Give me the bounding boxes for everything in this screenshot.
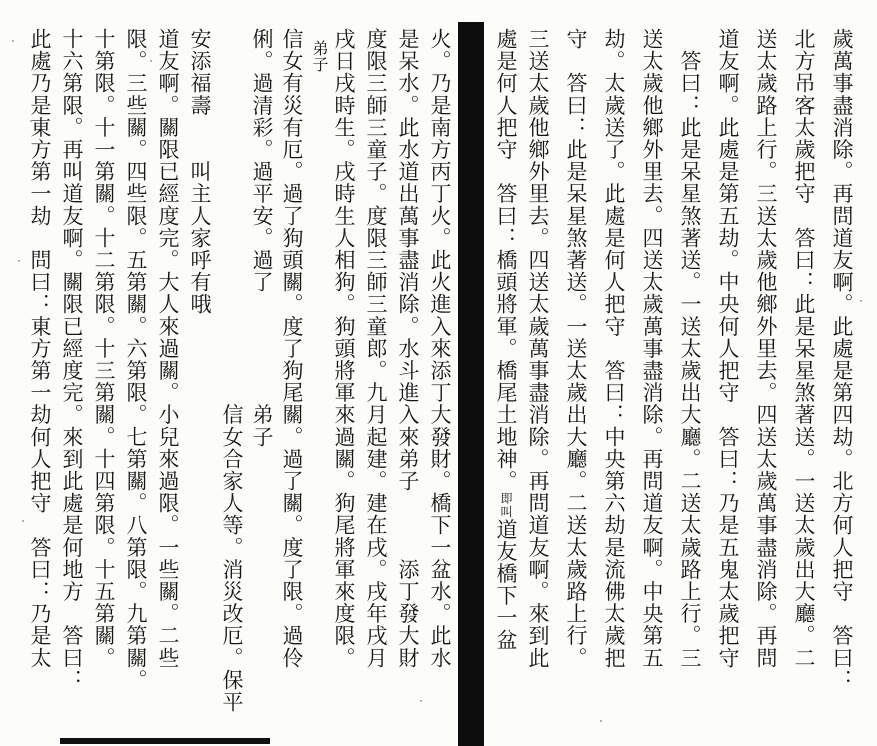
- left-page-column-3: 戌日戌時生。戌時生人相狗。狗頭將軍來過關。狗尾將軍來度限。: [332, 28, 356, 669]
- right-page-column-8: 守 答曰：此是呆星煞著送。一送太歲出大廳。二送太歲路上行。: [564, 28, 588, 669]
- left-page-column-5: 信女有災有厄。過了狗頭關。度了狗尾關。過了關。度了限。過伶: [280, 28, 304, 669]
- column-text: 處是何人把守 答曰：橋頭將軍。橋尾土地神。: [494, 28, 518, 493]
- right-page-column-5: 答曰：此是呆星煞著送。一送太歲出大廳。二送太歲路上行。三: [678, 28, 702, 669]
- left-page-column-9: 道友啊。關限已經度完。大人來過關。小兒來過限。一些關。二些: [156, 28, 180, 669]
- right-page-column-3: 送太歲路上行。三送太歲他鄉外里去。四送太歲萬事盡消除。再問: [754, 28, 778, 669]
- left-page-column-2: 度限三師三童子。度限三師三童郎。九月起建。建在戌。戌年戌月: [364, 28, 388, 669]
- scan-speck: [860, 300, 862, 302]
- left-page-column-10: 限。三些關。四些限。五第關。六第限。七第關。八第限。九第關。: [124, 28, 148, 691]
- page-bottom-rule: [60, 738, 270, 744]
- left-page-column-12: 十六第限。再叫道友啊。關限已經度完。來到此處是何地方 答曰：: [60, 28, 84, 691]
- right-page-column-11: 火。乃是南方丙丁火。此火進入來添丁大發財。橋下一盆水。此水: [428, 28, 452, 669]
- right-page-column-1: 歲萬事盡消除。再問道友啊。此處是第四劫。北方何人把守 答曰：: [830, 28, 854, 691]
- left-page-column-7: 信女合家人等。消災改厄。保平: [220, 28, 244, 714]
- left-page-column-8: 安添福壽 叫主人家呼有哦: [188, 28, 212, 316]
- scan-speck: [12, 40, 14, 42]
- left-page-column-11: 十第限。十一第關。十二第限。十三第關。十四第限。十五第關。: [92, 28, 116, 669]
- right-page-column-9: 三送太歲他鄉外里去。四送太歲萬事盡消除。再問道友啊。來到此: [526, 28, 550, 669]
- right-page-column-10: [490, 28, 522, 728]
- left-page-column-13: 此處乃是東方第一劫 問曰：東方第一劫何人把守 答曰：乃是太: [28, 28, 52, 669]
- right-page-column-7: 劫。太歲送了。此處是何人把守 答曰：中央第六劫是流佛太歲把: [602, 28, 626, 669]
- left-page-column-4-small: 弟子: [310, 40, 329, 72]
- right-page-column-4: 道友啊。此處是第五劫。中央何人把守 答曰：乃是五鬼太歲把守: [716, 28, 740, 669]
- column-text: 道友橋下一盆: [494, 518, 518, 651]
- right-page-column-6: 送太歲他鄉外里去。四送太歲萬事盡消除。再問道友啊。中央第五: [640, 28, 664, 669]
- book-gutter-shadow: [458, 22, 484, 746]
- left-page-column-1: 是呆水。此水道出萬事盡消除。水斗進入來弟子 添丁發大財: [396, 28, 420, 669]
- inline-annotation: 即叫: [499, 492, 513, 519]
- right-page-column-2: 北方吊客太歲把守 答曰：此是呆星煞著送。一送太歲出大廳。二: [792, 28, 816, 669]
- scan-speck: [18, 260, 20, 262]
- left-page-column-6: 俐。過清彩。過平安。過了 弟子: [250, 28, 274, 448]
